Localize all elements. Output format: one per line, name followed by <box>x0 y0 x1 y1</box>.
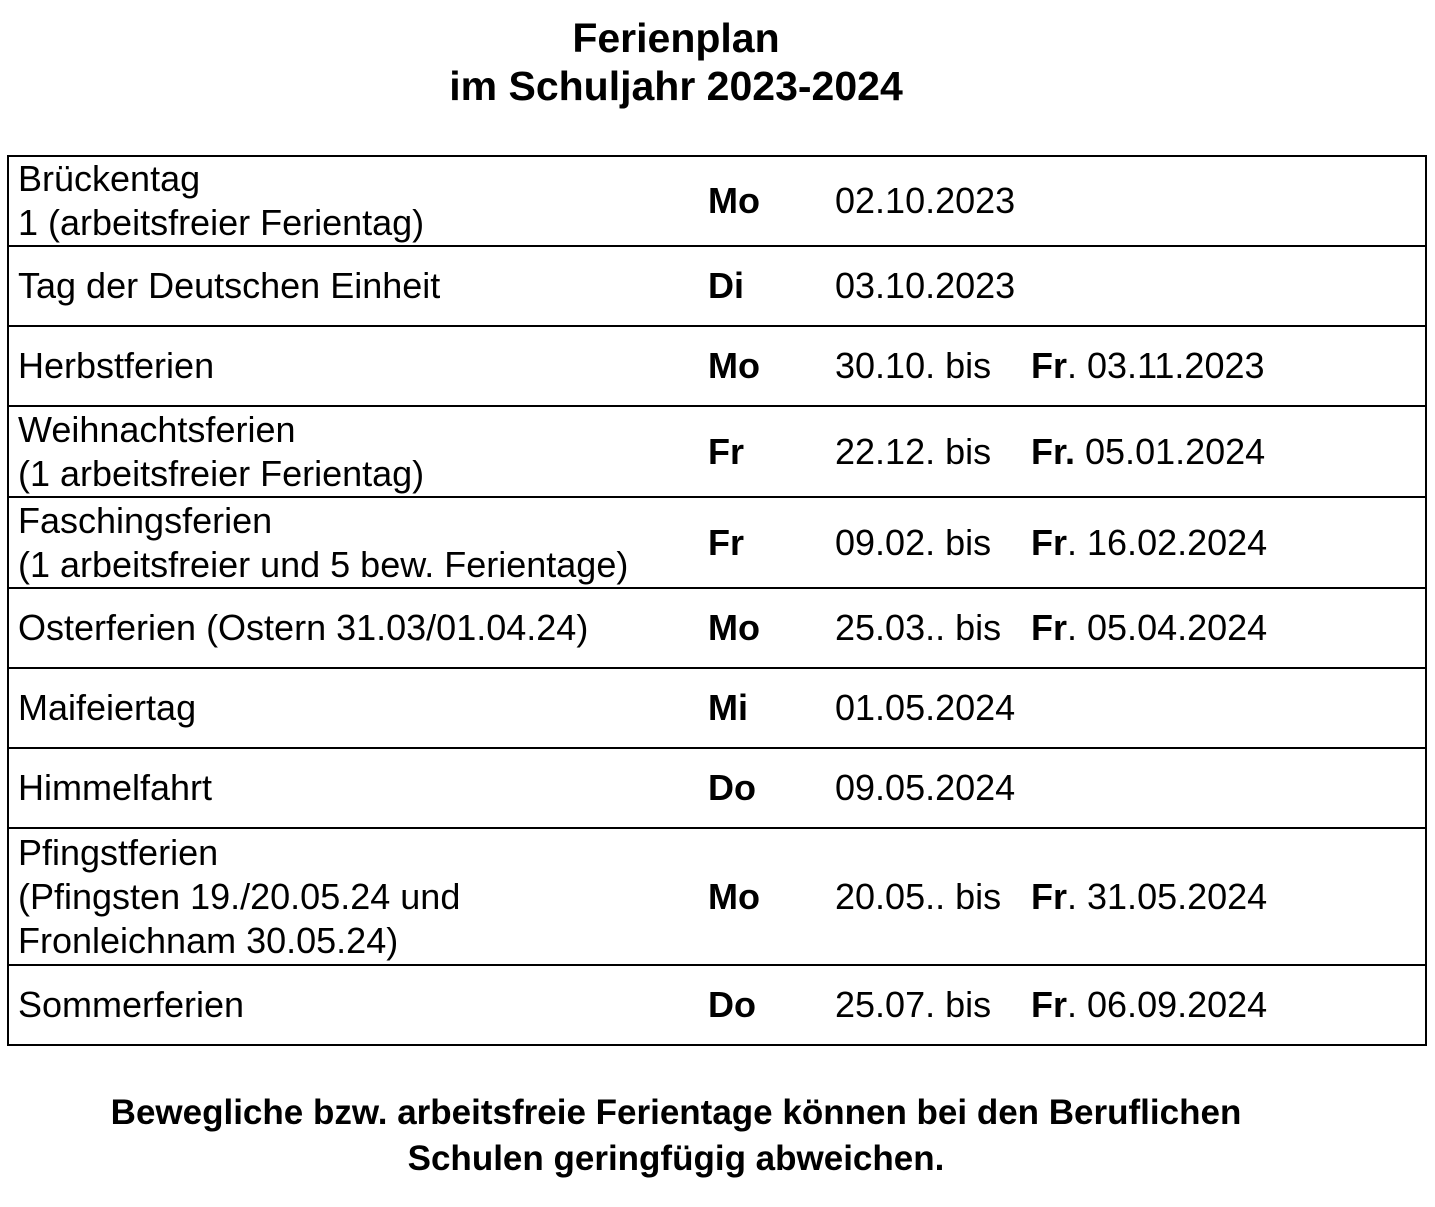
date-start: 25.07. bis <box>835 984 992 1025</box>
date-end: 05.04.2024 <box>1077 607 1268 648</box>
date-start: 01.05.2024 <box>835 687 1016 728</box>
holiday-name <box>18 749 212 827</box>
date-range <box>835 498 1267 587</box>
date-range <box>835 669 1015 747</box>
holiday-name-line: (1 arbeitsfreier und 5 bew. Ferientage) <box>18 543 629 585</box>
end-weekday: Fr. <box>1031 430 1076 472</box>
date-start: 03.10.2023 <box>835 265 1016 306</box>
holiday-table <box>7 155 1427 1046</box>
holiday-name-line: Maifeiertag <box>18 687 197 728</box>
holiday-name <box>18 327 214 405</box>
holiday-name-line: Himmelfahrt <box>18 767 213 808</box>
date-range <box>835 829 1267 964</box>
weekday: Mo <box>708 345 760 386</box>
end-weekday-dot: . <box>1067 984 1078 1025</box>
holiday-name <box>18 498 628 587</box>
table-row <box>9 966 1425 1046</box>
end-weekday: Fr <box>1031 345 1067 386</box>
end-weekday: Fr <box>1031 607 1067 648</box>
date-end: 05.01.2024 <box>1075 430 1266 472</box>
date-range <box>835 247 1015 325</box>
table-row <box>9 247 1425 327</box>
holiday-name-line: Fronleichnam 30.05.24) <box>18 919 399 961</box>
holiday-name <box>18 669 196 747</box>
table-row <box>9 327 1425 407</box>
holiday-name <box>18 407 424 496</box>
table-row <box>9 407 1425 498</box>
date-range <box>835 966 1267 1044</box>
holiday-name <box>18 829 460 964</box>
end-weekday: Fr <box>1031 521 1067 563</box>
holiday-name-line: Brückentag <box>18 158 201 199</box>
date-start: 20.05.. bis <box>835 875 1002 917</box>
table-row <box>9 749 1425 829</box>
date-start: 02.10.2023 <box>835 180 1016 221</box>
holiday-name-line: Faschingsferien <box>18 499 273 541</box>
weekday: Mo <box>708 180 760 221</box>
weekday: Do <box>708 984 756 1025</box>
holiday-name-line: Tag der Deutschen Einheit <box>18 265 441 306</box>
weekday: Fr <box>708 521 744 563</box>
table-row <box>9 498 1425 589</box>
weekday: Fr <box>708 430 744 472</box>
end-weekday-dot: . <box>1067 521 1078 563</box>
weekday: Mo <box>708 607 760 648</box>
page-title <box>0 14 1352 110</box>
date-start: 22.12. bis <box>835 430 992 472</box>
date-start: 25.03.. bis <box>835 607 1002 648</box>
table-row <box>9 589 1425 669</box>
date-end: 06.09.2024 <box>1077 984 1268 1025</box>
holiday-name-line: Pfingstferien <box>18 831 219 873</box>
end-weekday: Fr <box>1031 984 1067 1025</box>
title-line-1: Ferienplan <box>572 15 780 61</box>
holiday-name <box>18 966 244 1044</box>
date-range <box>835 749 1015 827</box>
holiday-name-line: (Pfingsten 19./20.05.24 und <box>18 875 461 917</box>
holiday-name-line: Sommerferien <box>18 984 245 1025</box>
footer-line-2: Schulen geringfügig abweichen. <box>407 1139 945 1178</box>
holiday-name <box>18 157 424 245</box>
end-weekday-dot: . <box>1067 875 1078 917</box>
weekday: Mo <box>708 875 760 917</box>
table-row <box>9 157 1425 247</box>
holiday-name-line: 1 (arbeitsfreier Ferientag) <box>18 202 425 243</box>
holiday-name-line: Herbstferien <box>18 345 215 386</box>
date-range <box>835 157 1015 245</box>
date-start: 30.10. bis <box>835 345 992 386</box>
end-weekday-dot: . <box>1067 345 1078 386</box>
end-weekday: Fr <box>1031 875 1067 917</box>
date-start: 09.05.2024 <box>835 767 1016 808</box>
footer-note <box>0 1090 1352 1182</box>
end-weekday-dot: . <box>1067 607 1078 648</box>
table-row <box>9 829 1425 966</box>
holiday-name <box>18 589 588 667</box>
weekday: Di <box>708 265 744 306</box>
holiday-name-line: (1 arbeitsfreier Ferientag) <box>18 452 425 494</box>
date-start: 09.02. bis <box>835 521 992 563</box>
date-end: 31.05.2024 <box>1077 875 1268 917</box>
date-range <box>835 327 1265 405</box>
date-range <box>835 407 1265 496</box>
weekday: Do <box>708 767 756 808</box>
table-row <box>9 669 1425 749</box>
date-range <box>835 589 1267 667</box>
holiday-name-line: Weihnachtsferien <box>18 408 296 450</box>
title-line-2: im Schuljahr 2023-2024 <box>449 63 903 109</box>
weekday: Mi <box>708 687 748 728</box>
holiday-name <box>18 247 440 325</box>
date-end: 03.11.2023 <box>1077 345 1265 386</box>
footer-line-1: Bewegliche bzw. arbeitsfreie Ferientage können bei den Beruflichen <box>110 1093 1242 1132</box>
date-end: 16.02.2024 <box>1077 521 1268 563</box>
holiday-name-line: Osterferien (Ostern 31.03/01.04.24) <box>18 607 589 648</box>
